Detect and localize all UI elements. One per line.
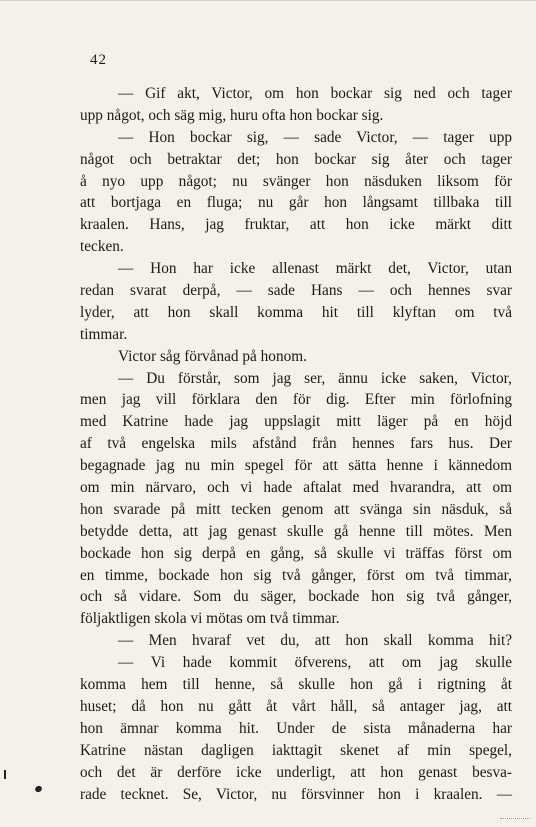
text-line: å nyo upp något; nu svänger hon näsduken liksom för — [80, 172, 512, 190]
text-line: — Du förstår, som jag ser, ännu icke saken, Victor, — [118, 369, 512, 387]
text-line: kraalen. Hans, jag fruktar, att hon icke märkt ditt — [80, 216, 512, 234]
text-line: rade tecknet. Se, Victor, nu försvinner hon i kraalen. — — [80, 785, 512, 803]
text-line: — Men hvaraf vet du, att hon skall komma hit? — [118, 632, 512, 650]
text-line: — Hon har icke allenast märkt det, Victor, utan — [118, 260, 512, 278]
text-line: begagnade jag nu min spegel för att sätta henne i kännedom — [80, 457, 512, 475]
text-line: — Hon bockar sig, — sade Victor, — tager upp — [118, 128, 512, 146]
margin-mark — [4, 770, 6, 779]
body-text — [80, 83, 512, 805]
bottom-edge-mark — [500, 818, 530, 820]
text-line: hon ämnar komma hit. Under de sista månaderna har — [80, 719, 512, 737]
text-line: betydde detta, att jag genast skulle gå henne till mötes. Men — [80, 522, 512, 540]
text-line: af två engelska mils afstånd från hennes fars hus. Der — [80, 435, 512, 453]
text-line: redan svarat derpå, — sade Hans — och hennes svar — [80, 282, 512, 300]
text-line: Katrine nästan dagligen iakttagit skenet af min spegel, — [80, 741, 512, 759]
page-number: 42 — [90, 52, 107, 68]
text-line: och så vidare. Som du säger, bockade hon sig två gånger, — [80, 588, 512, 606]
text-line: tecken. — [80, 238, 124, 256]
text-line: en timme, bockade hon sig två gånger, först om två timmar, — [80, 566, 512, 584]
text-line: bockade hon sig derpå en gång, så skulle vi träffas först om — [80, 544, 512, 562]
text-line: lyder, att hon skall komma hit till klyftan om två — [80, 303, 512, 321]
text-line: men jag vill förklara den för dig. Efter min förlofning — [80, 391, 512, 409]
text-line: komma hem till henne, så skulle hon gå i rigtning åt — [80, 676, 512, 694]
page-top-edge — [0, 0, 536, 1]
text-line: följaktligen skola vi mötas om två timmar. — [80, 610, 340, 628]
text-line: och det är derföre icke underligt, att hon genast besva- — [80, 763, 512, 781]
text-line: upp något, och säg mig, huru ofta hon bockar sig. — [80, 106, 384, 124]
text-line: något och betraktar det; hon bockar sig åter och tager — [80, 150, 512, 168]
ink-blot — [34, 785, 43, 794]
text-line: hon svarade på mitt tecken genom att svänga sin näsduk, så — [80, 500, 512, 518]
text-line: timmar. — [80, 325, 128, 343]
text-line: att bortjaga en fluga; nu går hon långsamt tillbaka till — [80, 194, 512, 212]
text-line: — Gif akt, Victor, om hon bockar sig ned och tager — [118, 85, 512, 102]
text-line: med Katrine hade jag uppslagit mitt läger på en höjd — [80, 413, 512, 431]
text-line: om min närvaro, och vi hade aftalat med hvarandra, att om — [80, 479, 512, 497]
text-line: huset; då hon nu gått åt vårt håll, så antager jag, att — [80, 697, 512, 715]
text-line: — Vi hade kommit öfverens, att om jag skulle — [118, 654, 512, 672]
text-line: Victor såg förvånad på honom. — [118, 347, 307, 365]
